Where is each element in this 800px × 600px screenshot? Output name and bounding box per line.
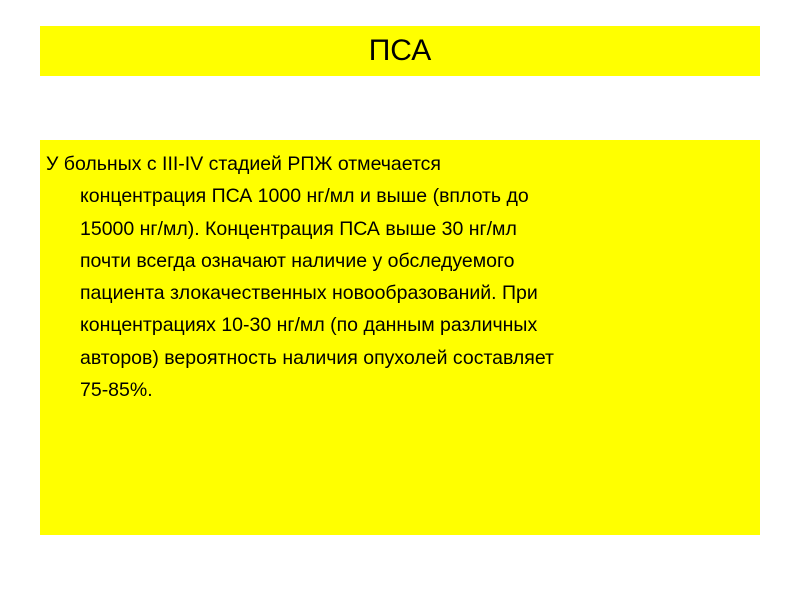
slide-title: ПСА xyxy=(368,34,432,67)
title-box xyxy=(40,26,760,76)
body-paragraph: У больных с III-IV стадией РПЖ отмечается концентрация ПСА 1000 нг/мл и выше (вплоть до 15000 нг/мл). Концентрация ПСА выше 30 нг/мл почти всегда означают наличие у обследуемого пациента злокачественных новообразований. При концентрациях 10-30 нг/мл (по данным различных авторов) вероятность наличия опухолей составляет 75-85%. xyxy=(46,153,554,402)
body-text-box xyxy=(40,140,760,535)
